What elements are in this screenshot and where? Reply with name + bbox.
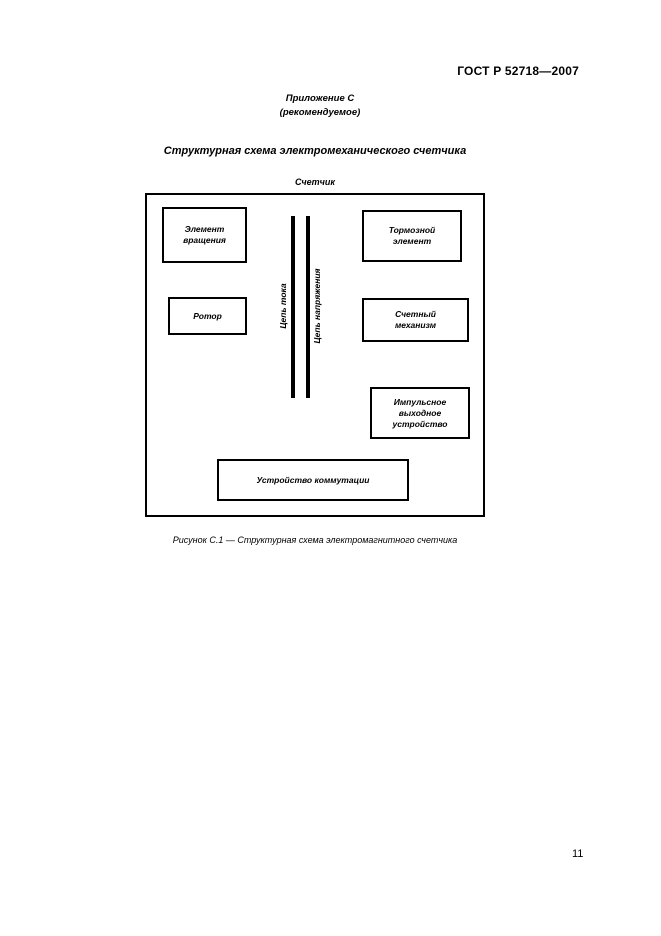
block-switching-device: Устройство коммутации bbox=[217, 459, 409, 501]
label-voltage-circuit: Цепь напряжения bbox=[312, 268, 322, 344]
block-rotation-element: Элемент вращения bbox=[162, 207, 247, 263]
label-current-circuit: Цепь тока bbox=[278, 283, 288, 329]
counter-diagram bbox=[145, 193, 485, 517]
counter-label: Счетчик bbox=[295, 177, 335, 187]
figure-caption: Рисунок С.1 — Структурная схема электромагнитного счетчика bbox=[172, 535, 458, 545]
bus-voltage-circuit bbox=[306, 216, 310, 398]
page-number: 11 bbox=[572, 848, 584, 860]
block-rotor: Ротор bbox=[168, 297, 247, 335]
block-counting-mechanism: Счетный механизм bbox=[362, 298, 469, 342]
appendix-title: Приложение С bbox=[285, 93, 355, 104]
block-pulse-output: Импульсное выходное устройство bbox=[370, 387, 470, 439]
block-brake-element: Тормозной элемент bbox=[362, 210, 462, 262]
appendix-subtitle: (рекомендуемое) bbox=[279, 107, 361, 118]
bus-current-circuit bbox=[291, 216, 295, 398]
figure-title: Структурная схема электромеханического счетчика bbox=[163, 145, 467, 157]
standard-number: ГОСТ Р 52718—2007 bbox=[457, 64, 579, 78]
